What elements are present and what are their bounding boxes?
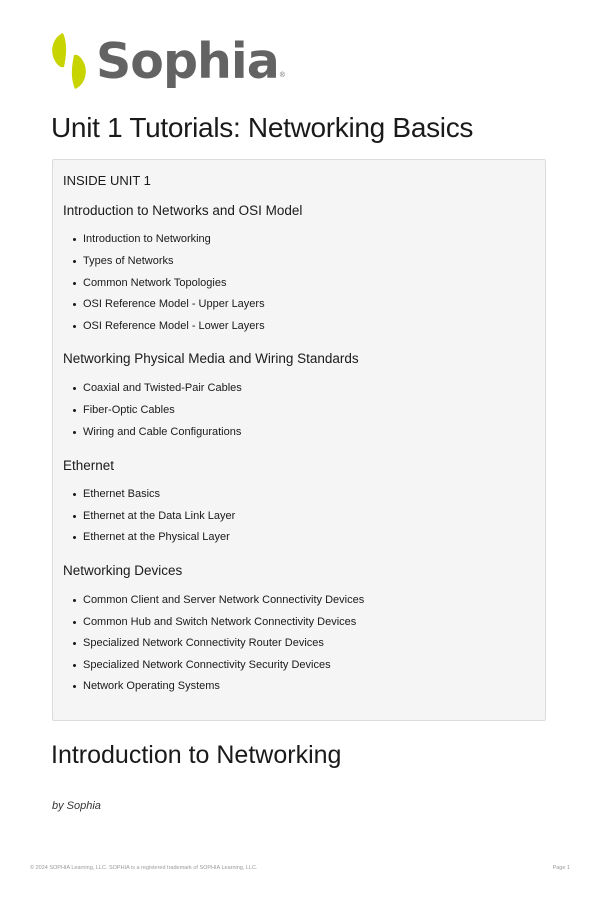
byline: by Sophia [52,800,101,812]
list-item-label: Common Client and Server Network Connectivity Devices [83,594,365,606]
list-item-label: Coaxial and Twisted-Pair Cables [83,382,242,394]
list-item[interactable] [73,277,226,289]
list-item[interactable] [73,255,173,267]
list-item-label: Introduction to Networking [83,233,211,245]
list-item[interactable] [73,298,265,310]
bullet-icon [73,536,76,539]
bullet-icon [73,387,76,390]
list-item[interactable] [73,488,160,500]
sophia-wordmark: Sophia [96,32,279,90]
list-item-label: Ethernet at the Physical Layer [83,531,230,543]
list-item[interactable] [73,233,211,245]
inside-unit-box [52,159,546,721]
list-item-label: Specialized Network Connectivity Security Devices [83,659,331,671]
tutorial-title: Introduction to Networking [51,741,342,769]
list-item-label: Fiber-Optic Cables [83,404,175,416]
list-item[interactable] [73,510,235,522]
bullet-icon [73,515,76,518]
bullet-icon [73,664,76,667]
list-item-label: Ethernet at the Data Link Layer [83,510,236,522]
sophia-logo [51,31,285,91]
bullet-icon [73,642,76,645]
list-item[interactable] [73,320,265,332]
list-item[interactable] [73,404,175,416]
list-item-label: OSI Reference Model - Lower Layers [83,320,265,332]
section-title: Ethernet [63,458,115,473]
list-item[interactable] [73,382,242,394]
bullet-icon [73,599,76,602]
bullet-icon [73,325,76,328]
section-title: Networking Physical Media and Wiring Standards [63,351,359,366]
list-item-label: Ethernet Basics [83,488,161,500]
section-title: Introduction to Networks and OSI Model [63,203,303,218]
list-item[interactable] [73,637,324,649]
inside-unit-heading: INSIDE UNIT 1 [63,173,151,188]
bullet-icon [73,282,76,285]
bullet-icon [73,238,76,241]
list-item[interactable] [73,680,220,692]
bullet-icon [73,303,76,306]
bullet-icon [73,493,76,496]
list-item-label: Types of Networks [83,255,174,267]
list-item-label: Wiring and Cable Configurations [83,426,242,438]
list-item[interactable] [73,659,331,671]
list-item-label: Common Hub and Switch Network Connectivity Devices [83,616,357,628]
list-item-label: OSI Reference Model - Upper Layers [83,298,265,310]
bullet-icon [73,431,76,434]
bullet-icon [73,685,76,688]
bullet-icon [73,409,76,412]
list-item[interactable] [73,616,356,628]
list-item[interactable] [73,426,241,438]
registered-mark: ® [279,71,285,79]
list-item-label: Network Operating Systems [83,680,220,692]
list-item-label: Specialized Network Connectivity Router Devices [83,637,324,649]
bullet-icon [73,621,76,624]
list-item[interactable] [73,594,364,606]
list-item-label: Common Network Topologies [83,277,227,289]
footer-copyright: © 2024 SOPHIA Learning, LLC. SOPHIA is a registered trademark of SOPHIA Learning, LLC. [30,865,258,871]
bullet-icon [73,260,76,263]
footer-page-number: Page 1 [552,865,570,871]
sophia-logo-mark-icon [51,31,87,91]
unit-title: Unit 1 Tutorials: Networking Basics [51,112,474,143]
list-item[interactable] [73,531,230,543]
section-title: Networking Devices [63,563,183,578]
